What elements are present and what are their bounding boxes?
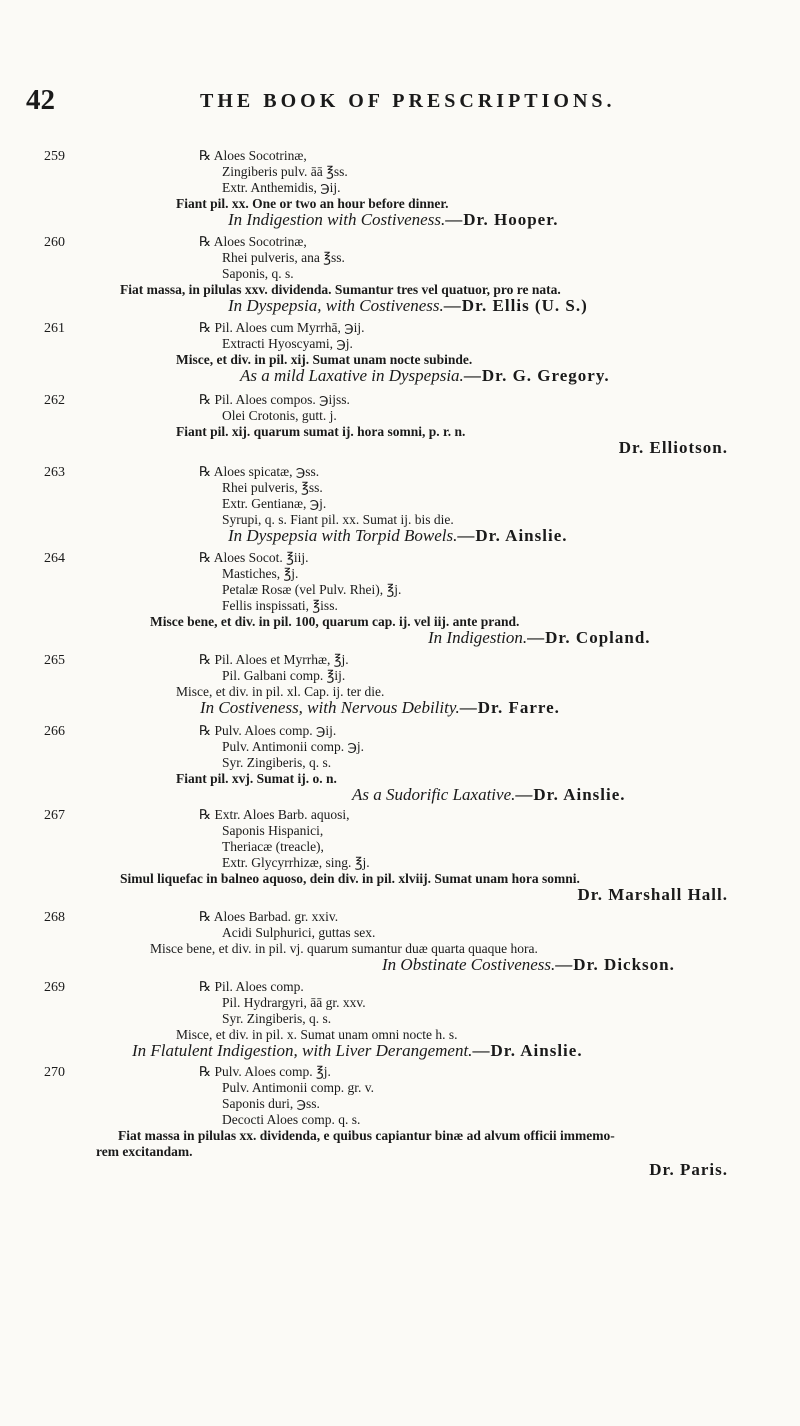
running-head: THE BOOK OF PRESCRIPTIONS. [200,90,616,112]
ingredient-line: ℞ Pil. Aloes compos. ℈ijss. [199,392,350,407]
ingredient-line: Saponis duri, ℈ss. [222,1096,320,1111]
directions-line: Fiant pil. xij. quarum sumat ij. hora somni, p. r. n. [176,424,466,439]
directions-line: Misce, et div. in pil. x. Sumat unam omni nocte h. s. [176,1027,458,1042]
ingredient-line: ℞ Pil. Aloes cum Myrrhā, ℈ij. [199,320,365,335]
directions-line: Misce bene, et div. in pil. vj. quarum sumantur duæ quarta quaque hora. [150,941,538,956]
ingredient-line: ℞ Aloes Socot. ℥iij. [199,550,309,565]
author: Dr. Elliotson. [618,438,728,457]
directions-line: Misce, et div. in pil. xij. Sumat unam nocte subinde. [176,352,473,367]
indication: In Flatulent Indigestion, with Liver Derangement. [132,1041,473,1060]
author: —Dr. Ainslie. [457,526,568,545]
directions-line: Misce bene, et div. in pil. 100, quarum cap. ij. vel iij. ante prand. [150,614,520,629]
directions-line: Fiant pil. xvj. Sumat ij. o. n. [176,771,337,786]
prescription-number: 262 [44,393,65,408]
prescription-number: 259 [44,149,65,164]
ingredient-line: ℞ Extr. Aloes Barb. aquosi, [199,807,350,822]
ingredient-line: ℞ Pil. Aloes et Myrrhæ, ℥j. [199,652,349,667]
indication: In Indigestion. [428,628,528,647]
prescription-number: 265 [44,653,65,668]
ingredient-line: ℞ Aloes Barbad. gr. xxiv. [199,909,339,924]
ingredient-line: ℞ Aloes Socotrinæ, [199,148,307,163]
ingredient-line: Pulv. Antimonii comp. ℈j. [222,739,365,754]
author: —Dr. Dickson. [555,955,675,974]
prescription-number: 269 [44,980,65,995]
author: —Dr. Ainslie. [515,785,626,804]
ingredient-line: Rhei pulveris, ℥ss. [222,480,323,495]
prescription-number: 260 [44,235,65,250]
author: Dr. Marshall Hall. [577,885,728,904]
attribution [200,700,560,715]
author: —Dr. Hooper. [445,210,559,229]
ingredient-line: Zingiberis pulv. āā ℥ss. [222,164,348,179]
ingredient-line: Mastiches, ℥j. [222,566,299,581]
prescription-number: 270 [44,1065,65,1080]
directions-line: Simul liquefac in balneo aquoso, dein div. in pil. xlviij. Sumat unam hora somni. [120,871,580,886]
page-number: 42 [26,84,55,116]
indication: In Dyspepsia, with Costiveness. [228,296,444,315]
directions-line: Fiant pil. xx. One or two an hour before dinner. [176,196,449,211]
author: —Dr. Ellis (U. S.) [443,296,588,315]
author: —Dr. Ainslie. [472,1041,583,1060]
ingredient-line: ℞ Pulv. Aloes comp. ℥j. [199,1064,331,1079]
attribution [240,368,610,383]
author: —Dr. Copland. [527,628,651,647]
author: —Dr. Farre. [459,698,560,717]
prescription-number: 267 [44,808,65,823]
directions-line: Fiat massa in pilulas xx. dividenda, e quibus capiantur binæ ad alvum officii immemo- [118,1128,615,1143]
prescription-number: 264 [44,551,65,566]
ingredient-line: Pil. Hydrargyri, āā gr. xxv. [222,995,366,1010]
indication: In Obstinate Costiveness. [382,955,556,974]
ingredient-line: Syr. Zingiberis, q. s. [222,1011,332,1026]
indication: As a mild Laxative in Dyspepsia. [240,366,464,385]
directions-line: Syrupi, q. s. Fiant pil. xx. Sumat ij. bis die. [222,512,454,527]
attribution [382,957,675,972]
ingredient-line: Saponis, q. s. [222,266,294,281]
ingredient-line: Olei Crotonis, gutt. j. [222,408,337,423]
ingredient-line: Acidi Sulphurici, guttas sex. [222,925,376,940]
attribution [352,787,626,802]
indication: In Costiveness, with Nervous Debility. [200,698,460,717]
ingredient-line: Fellis inspissati, ℥iss. [222,598,338,613]
attribution [228,298,588,313]
prescription-number: 263 [44,465,65,480]
ingredient-line: Decocti Aloes comp. q. s. [222,1112,361,1127]
prescription-number: 266 [44,724,65,739]
ingredient-line: ℞ Pil. Aloes comp. [199,979,304,994]
directions-line: rem excitandam. [96,1144,193,1159]
ingredient-line: Extr. Glycyrrhizæ, sing. ℥j. [222,855,370,870]
author: Dr. Paris. [649,1160,728,1179]
ingredient-line: ℞ Aloes spicatæ, ℈ss. [199,464,320,479]
ingredient-line: Rhei pulveris, ana ℥ss. [222,250,345,265]
ingredient-line: Petalæ Rosæ (vel Pulv. Rhei), ℥j. [222,582,402,597]
ingredient-line: Extr. Gentianæ, ℈j. [222,496,327,511]
directions-line: Misce, et div. in pil. xl. Cap. ij. ter die. [176,684,385,699]
ingredient-line: Pulv. Antimonii comp. gr. v. [222,1080,375,1095]
ingredient-line: Extracti Hyoscyami, ℈j. [222,336,353,351]
indication: In Dyspepsia with Torpid Bowels. [228,526,458,545]
attribution [132,1043,583,1058]
directions-line: Fiat massa, in pilulas xxv. dividenda. Sumantur tres vel quatuor, pro re nata. [120,282,561,297]
attribution [228,212,558,227]
ingredient-line: ℞ Pulv. Aloes comp. ℈ij. [199,723,337,738]
ingredient-line: Syr. Zingiberis, q. s. [222,755,332,770]
indication: As a Sudorific Laxative. [352,785,516,804]
page-header [0,84,800,124]
prescription-number: 261 [44,321,65,336]
attribution [228,528,568,543]
attribution [428,630,651,645]
prescription-number: 268 [44,910,65,925]
ingredient-line: Extr. Anthemidis, ℈ij. [222,180,341,195]
ingredient-line: Saponis Hispanici, [222,823,324,838]
author: —Dr. G. Gregory. [463,366,610,385]
ingredient-line: ℞ Aloes Socotrinæ, [199,234,307,249]
indication: In Indigestion with Costiveness. [228,210,446,229]
ingredient-line: Theriacæ (treacle), [222,839,324,854]
ingredient-line: Pil. Galbani comp. ℥ij. [222,668,346,683]
